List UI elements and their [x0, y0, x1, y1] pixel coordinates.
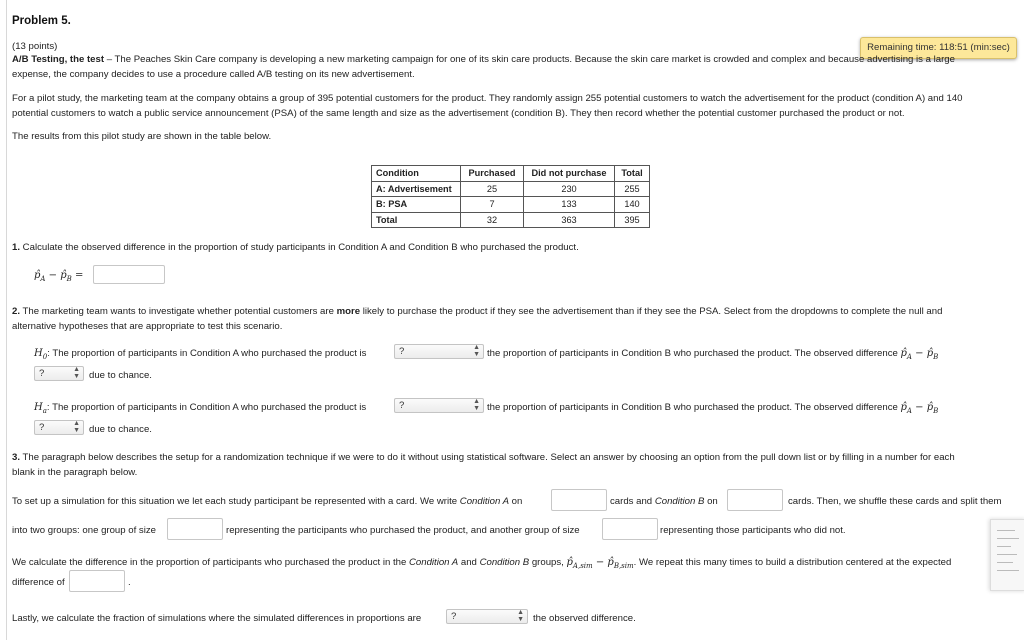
table-header: Did not purchase: [524, 166, 615, 182]
table-cell: 133: [524, 197, 615, 213]
q2-pre: The marketing team wants to investigate whether potential customers are: [20, 306, 337, 317]
q1-formula: $p̂_A$ − $p̂_B$ =: [34, 270, 84, 283]
q3-p2-b: representing the participants who purchased the product, and another group of size: [226, 525, 580, 536]
q3-p5-a: Lastly, we calculate the fraction of simulations where the simulated differences in proportions are: [12, 613, 422, 624]
table-cell: A: Advertisement: [372, 181, 461, 197]
select-arrows-icon: ▲ ▼: [73, 420, 80, 434]
q3-p1-condA: Condition A: [459, 496, 510, 507]
table-row: [372, 197, 650, 213]
condition-a-cards-input[interactable]: [551, 489, 607, 511]
q3-p3-c: . We repeat this many times to build a distribution centered at the expected: [633, 557, 952, 568]
q2-text: [12, 305, 1014, 334]
q3-p2-c: representing those participants who did not.: [660, 525, 846, 536]
q3-p5-b: the observed difference.: [533, 613, 636, 624]
results-text: The results from this pilot study are shown in the table below.: [12, 131, 272, 142]
q3-p1-condB: Condition B: [654, 496, 705, 507]
q3-sim-formula: $p̂_{A,sim}$ − $p̂_{B,sim}$: [566, 557, 634, 570]
q3-p3-a: We calculate the difference in the proportion of participants who purchased the product in the: [12, 557, 409, 568]
ha-chance-value: ?: [39, 422, 45, 433]
q3-p4-period: .: [128, 577, 131, 588]
q3-p1-b: cards and: [610, 496, 655, 507]
q1-number: 1.: [12, 242, 21, 253]
ha-compare-value: ?: [399, 400, 405, 411]
ha-due-text: due to chance.: [89, 424, 152, 435]
table-cell: 7: [461, 197, 524, 213]
q3-p1-a: To set up a simulation for this situation we let each study participant be represented with a card. We write: [12, 496, 460, 507]
expected-difference-input[interactable]: [69, 570, 125, 592]
h0-line: [34, 348, 366, 361]
intro-line1: – The Peaches Skin Care company is developing a new marketing campaign for one of its skin care products. Because the skin care market is crowded and complex and because advertising is a large: [104, 54, 955, 65]
study-line1: For a pilot study, the marketing team at the company obtains a group of 395 potential customers for the product. They randomly assign 255 potential customers to watch the advertisement for the product (condition A) and 140: [12, 93, 963, 104]
table-row: [372, 181, 650, 197]
select-arrows-icon: ▲ ▼: [473, 398, 480, 412]
h0-due-text: due to chance.: [89, 370, 152, 381]
simulation-compare-value: ?: [451, 611, 457, 622]
table-cell: B: PSA: [372, 197, 461, 213]
h0-chance-select[interactable]: [34, 366, 84, 381]
problem-page: [6, 0, 1024, 640]
table-header: Condition: [372, 166, 461, 182]
h0-post: [487, 348, 938, 361]
thumbnail-preview[interactable]: [990, 519, 1024, 591]
q3-p1-mid: [610, 496, 718, 507]
table-cell: 230: [524, 181, 615, 197]
q3-p3-b: groups,: [529, 557, 564, 568]
problem-title: Problem 5.: [12, 15, 71, 27]
ha-compare-select[interactable]: [394, 398, 484, 413]
ha-line: [34, 402, 366, 415]
q3-p2-a: into two groups: one group of size: [12, 525, 156, 536]
h0-diff-formula: $p̂_A$ − $p̂_B$: [900, 348, 939, 361]
ha-diff-formula: $p̂_A$ − $p̂_B$: [900, 402, 939, 415]
points-label: (13 points): [12, 41, 58, 52]
q3-p3: [12, 557, 951, 570]
q2-bold: more: [336, 306, 361, 317]
h0-pre: : The proportion of participants in Condition A who purchased the product is: [47, 348, 367, 359]
h0-compare-select[interactable]: [394, 344, 484, 359]
table-header-row: [372, 166, 650, 182]
q1-body: Calculate the observed difference in the proportion of study participants in Condition A and Condition B who purchased the product.: [20, 242, 579, 253]
thumb-line: [997, 570, 1019, 571]
q3-number: 3.: [12, 452, 21, 463]
select-arrows-icon: ▲ ▼: [517, 609, 524, 623]
not-purchased-group-size-input[interactable]: [602, 518, 658, 540]
q1-answer-input[interactable]: [93, 265, 165, 284]
h0-compare-value: ?: [399, 346, 405, 357]
select-arrows-icon: ▲ ▼: [73, 366, 80, 380]
table-cell: 140: [615, 197, 650, 213]
q2-line2: alternative hypotheses that are appropriate to test this scenario.: [12, 320, 283, 332]
thumb-line: [997, 546, 1011, 547]
table-cell: 32: [461, 212, 524, 228]
study-paragraph: [12, 92, 1014, 121]
intro-line2: expense, the company decides to use a procedure called A/B testing on its new advertisement.: [12, 68, 415, 80]
h0-label: $H_0$: [34, 348, 48, 361]
table-cell: 255: [615, 181, 650, 197]
thumb-line: [997, 562, 1013, 563]
q3-p3-condB: Condition B: [479, 557, 530, 568]
study-line2: potential customers to watch a public service announcement (PSA) of the same length and size as the advertisement (condition B). They then record whether the potential customer purchased the product or not.: [12, 107, 905, 119]
remaining-time-badge: Remaining time: 118:51 (min:sec): [860, 37, 1017, 59]
ha-chance-select[interactable]: [34, 420, 84, 435]
thumb-line: [997, 554, 1017, 555]
q3-p1-on2: on: [704, 496, 718, 507]
thumb-line: [997, 538, 1019, 539]
q3-p4-a: difference of: [12, 577, 65, 588]
ha-post-text: the proportion of participants in Condition B who purchased the product. The observed difference: [487, 402, 898, 413]
q3-text: [12, 451, 1014, 480]
purchased-group-size-input[interactable]: [167, 518, 223, 540]
q3-body: The paragraph below describes the setup for a randomization technique if we were to do it without using statistical software. Select an answer by choosing an option from the pull down list or by filling in a number for each: [20, 452, 955, 463]
ha-post: [487, 402, 938, 415]
h0-post-text: the proportion of participants in Condition B who purchased the product. The observed difference: [487, 348, 898, 359]
condition-b-cards-input[interactable]: [727, 489, 783, 511]
q3-p1-end: cards. Then, we shuffle these cards and split them: [788, 496, 1002, 507]
simulation-compare-select[interactable]: [446, 609, 528, 624]
intro-paragraph: [12, 53, 1014, 82]
q3-p3-condA: Condition A: [408, 557, 459, 568]
table-header: Total: [615, 166, 650, 182]
q3-p1-start: [12, 496, 522, 507]
table-cell: 25: [461, 181, 524, 197]
intro-bold: A/B Testing, the test: [12, 54, 105, 65]
table-cell: Total: [372, 212, 461, 228]
table-header: Purchased: [461, 166, 524, 182]
ha-label: $H_a$: [34, 402, 47, 415]
table-cell: 395: [615, 212, 650, 228]
table-row: [372, 212, 650, 228]
ha-pre: : The proportion of participants in Condition A who purchased the product is: [46, 402, 367, 413]
table-cell: 363: [524, 212, 615, 228]
q3-p1-on: on: [509, 496, 523, 507]
select-arrows-icon: ▲ ▼: [473, 344, 480, 358]
q3-p3-and: and: [458, 557, 480, 568]
q2-post: likely to purchase the product if they see the advertisement than if they see the PSA. Select from the dropdowns to complete the null and: [360, 306, 943, 317]
h0-chance-value: ?: [39, 368, 45, 379]
q3-line2: blank in the paragraph below.: [12, 466, 138, 478]
q1-text: [12, 242, 579, 253]
results-table: [371, 165, 650, 228]
thumb-line: [997, 530, 1015, 531]
q2-number: 2.: [12, 306, 21, 317]
